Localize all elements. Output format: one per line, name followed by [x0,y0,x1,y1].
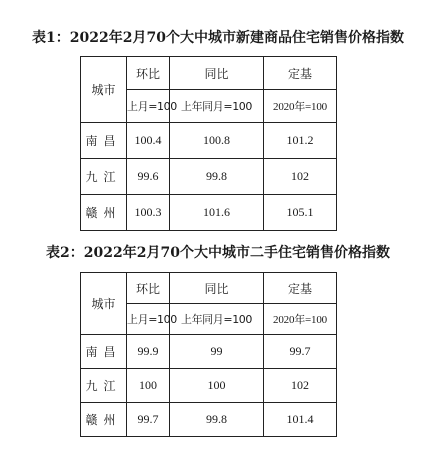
fixed-base-subheader: 2020年=100 [264,90,337,123]
fixed-base-value: 102 [264,159,337,195]
mom-header: 环比 [127,57,170,90]
yoy-value: 99 [170,335,264,369]
fixed-base-subheader: 2020年=100 [264,304,337,335]
city-header: 城市 [81,57,127,123]
table-row [81,195,337,231]
fixed-base-value: 101.4 [264,403,337,437]
header-row [81,273,337,304]
table-row [81,159,337,195]
yoy-value: 99.8 [170,403,264,437]
yoy-header: 同比 [170,57,264,90]
city-cell: 南昌 [81,335,127,369]
table-row [81,123,337,159]
city-cell: 赣州 [81,403,127,437]
yoy-value: 100.8 [170,123,264,159]
second-hand-housing-price-index-table [80,272,337,437]
table1-caption: 表1：2022年2月70个大中城市新建商品住宅销售价格指数 [32,30,404,46]
mom-value: 100 [127,369,170,403]
yoy-value: 101.6 [170,195,264,231]
fixed-base-header: 定基 [264,57,337,90]
mom-value: 99.6 [127,159,170,195]
city-cell: 九江 [81,369,127,403]
table-row [81,403,337,437]
fixed-base-value: 105.1 [264,195,337,231]
city-cell: 赣州 [81,195,127,231]
table2-caption: 表2：2022年2月70个大中城市二手住宅销售价格指数 [46,245,390,261]
yoy-header: 同比 [170,273,264,304]
mom-value: 100.4 [127,123,170,159]
new-housing-price-index-table [80,56,337,231]
header-row [81,57,337,90]
mom-header: 环比 [127,273,170,304]
mom-value: 100.3 [127,195,170,231]
fixed-base-value: 101.2 [264,123,337,159]
city-cell: 九江 [81,159,127,195]
mom-value: 99.7 [127,403,170,437]
fixed-base-header: 定基 [264,273,337,304]
yoy-value: 100 [170,369,264,403]
yoy-base-subheader: 上年同月=100 [170,304,264,335]
city-cell: 南昌 [81,123,127,159]
fixed-base-value: 99.7 [264,335,337,369]
yoy-value: 99.8 [170,159,264,195]
fixed-base-value: 102 [264,369,337,403]
yoy-base-subheader: 上年同月=100 [170,90,264,123]
mom-base-subheader: 上月=100 [127,90,170,123]
table-row [81,369,337,403]
city-header: 城市 [81,273,127,335]
mom-value: 99.9 [127,335,170,369]
mom-base-subheader: 上月=100 [127,304,170,335]
table-row [81,335,337,369]
